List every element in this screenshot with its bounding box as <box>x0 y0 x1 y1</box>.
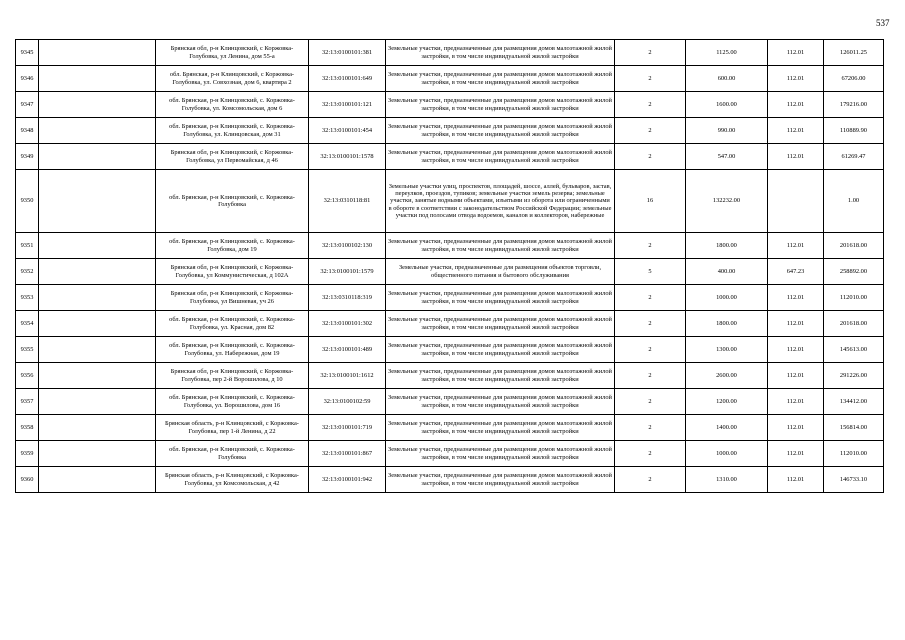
land-use-cell: Земельные участки, предназначенные для размещения домов малоэтажной жилой застройки, в том числе индивидуальной жилой застройки <box>386 118 615 144</box>
cadastral-value-cell: 179216.00 <box>824 92 884 118</box>
table-row <box>16 92 884 118</box>
table-row <box>16 118 884 144</box>
address-cell: обл. Брянская, р-н Клинцовский, с. Коржовка-Голубовка <box>156 441 309 467</box>
cadastral-number-cell: 32:13:0100101:454 <box>309 118 386 144</box>
table-row <box>16 363 884 389</box>
cadastral-value-cell: 126011.25 <box>824 40 884 66</box>
address-cell: Брянская обл, р-н Клинцовский, с Коржовка-Голубовка, ул Первомайская, д 46 <box>156 144 309 170</box>
cadastral-value-cell: 134412.00 <box>824 389 884 415</box>
row-number-cell: 9347 <box>16 92 39 118</box>
area-cell: 132232.00 <box>686 170 768 233</box>
use-category-cell: 2 <box>615 40 686 66</box>
address-cell: Брянская обл, р-н Клинцовский, с Коржовка-Голубовка, ул Ленина, дом 55-а <box>156 40 309 66</box>
rate-cell <box>768 170 824 233</box>
row-number-cell: 9354 <box>16 311 39 337</box>
row-number-cell: 9345 <box>16 40 39 66</box>
empty-cell <box>39 66 156 92</box>
address-cell: обл. Брянская, р-н Клинцовский, с. Коржовка-Голубовка, ул. Клинцовская, дом 31 <box>156 118 309 144</box>
use-category-cell: 2 <box>615 285 686 311</box>
page-number: 537 <box>876 18 890 28</box>
empty-cell <box>39 363 156 389</box>
cadastral-number-cell: 32:13:0100101:121 <box>309 92 386 118</box>
table-row <box>16 389 884 415</box>
cadastral-number-cell: 32:13:0100101:1612 <box>309 363 386 389</box>
land-use-cell: Земельные участки, предназначенные для размещения домов малоэтажной жилой застройки, в том числе индивидуальной жилой застройки <box>386 144 615 170</box>
use-category-cell: 2 <box>615 311 686 337</box>
rate-cell: 112.01 <box>768 92 824 118</box>
address-cell: Брянская область, р-н Клинцовский, с Коржовка-Голубовка, ул Комсомольская, д 42 <box>156 467 309 493</box>
table-row <box>16 285 884 311</box>
rate-cell: 112.01 <box>768 415 824 441</box>
area-cell: 1310.00 <box>686 467 768 493</box>
use-category-cell: 2 <box>615 337 686 363</box>
area-cell: 2600.00 <box>686 363 768 389</box>
empty-cell <box>39 40 156 66</box>
rate-cell: 112.01 <box>768 144 824 170</box>
use-category-cell: 2 <box>615 92 686 118</box>
rate-cell: 112.01 <box>768 66 824 92</box>
cadastral-number-cell: 32:13:0100101:381 <box>309 40 386 66</box>
table-body <box>16 40 884 493</box>
table-row <box>16 415 884 441</box>
empty-cell <box>39 170 156 233</box>
row-number-cell: 9349 <box>16 144 39 170</box>
table-row <box>16 467 884 493</box>
row-number-cell: 9350 <box>16 170 39 233</box>
address-cell: Брянская обл, р-н Клинцовский, с Коржовка-Голубовка, пер 2-й Ворошилова, д 10 <box>156 363 309 389</box>
cadastral-number-cell: 32:13:0100101:719 <box>309 415 386 441</box>
cadastral-value-cell: 146733.10 <box>824 467 884 493</box>
rate-cell: 112.01 <box>768 311 824 337</box>
area-cell: 1800.00 <box>686 233 768 259</box>
use-category-cell: 2 <box>615 233 686 259</box>
rate-cell: 112.01 <box>768 40 824 66</box>
use-category-cell: 2 <box>615 389 686 415</box>
cadastral-value-cell: 156814.00 <box>824 415 884 441</box>
land-use-cell: Земельные участки, предназначенные для размещения домов малоэтажной жилой застройки, в том числе индивидуальной жилой застройки <box>386 467 615 493</box>
address-cell: обл. Брянская, р-н Клинцовский, с. Коржовка-Голубовка <box>156 170 309 233</box>
table-row <box>16 337 884 363</box>
area-cell: 1200.00 <box>686 389 768 415</box>
land-use-cell: Земельные участки, предназначенные для размещения домов малоэтажной жилой застройки, в том числе индивидуальной жилой застройки <box>386 285 615 311</box>
address-cell: Брянская обл, р-н Клинцовский, с Коржовка-Голубовка, ул Коммунистическая, д 102А <box>156 259 309 285</box>
cadastral-value-cell: 67206.00 <box>824 66 884 92</box>
cadastral-number-cell: 32:13:0100101:1578 <box>309 144 386 170</box>
land-use-cell: Земельные участки, предназначенные для размещения домов малоэтажной жилой застройки, в том числе индивидуальной жилой застройки <box>386 389 615 415</box>
cadastral-value-cell: 1.00 <box>824 170 884 233</box>
land-use-cell: Земельные участки, предназначенные для размещения домов малоэтажной жилой застройки, в том числе индивидуальной жилой застройки <box>386 311 615 337</box>
cadastral-number-cell: 32:13:0100101:1579 <box>309 259 386 285</box>
land-use-cell: Земельные участки, предназначенные для размещения домов малоэтажной жилой застройки, в том числе индивидуальной жилой застройки <box>386 233 615 259</box>
land-use-cell: Земельные участки, предназначенные для размещения домов малоэтажной жилой застройки, в том числе индивидуальной жилой застройки <box>386 40 615 66</box>
use-category-cell: 2 <box>615 363 686 389</box>
cadastral-value-cell: 201618.00 <box>824 233 884 259</box>
land-use-cell: Земельные участки, предназначенные для размещения объектов торговли, общественного питания и бытового обслуживания <box>386 259 615 285</box>
table-row <box>16 40 884 66</box>
land-use-cell: Земельные участки, предназначенные для размещения домов малоэтажной жилой застройки, в том числе индивидуальной жилой застройки <box>386 415 615 441</box>
address-cell: обл. Брянская, р-н Клинцовский, с. Коржовка-Голубовка, ул. Комсомольская, дом 6 <box>156 92 309 118</box>
row-number-cell: 9356 <box>16 363 39 389</box>
use-category-cell: 5 <box>615 259 686 285</box>
row-number-cell: 9359 <box>16 441 39 467</box>
empty-cell <box>39 311 156 337</box>
use-category-cell: 2 <box>615 118 686 144</box>
table-row <box>16 144 884 170</box>
area-cell: 990.00 <box>686 118 768 144</box>
address-cell: обл. Брянская, р-н Клинцовский, с. Коржовка-Голубовка, ул. Набережная, дом 19 <box>156 337 309 363</box>
area-cell: 1000.00 <box>686 441 768 467</box>
land-use-cell: Земельные участки, предназначенные для размещения домов малоэтажной жилой застройки, в том числе индивидуальной жилой застройки <box>386 337 615 363</box>
address-cell: обл. Брянская, р-н Клинцовский, с. Коржовка-Голубовка, ул. Красная, дом 82 <box>156 311 309 337</box>
rate-cell: 112.01 <box>768 233 824 259</box>
cadastral-number-cell: 32:13:0100101:302 <box>309 311 386 337</box>
row-number-cell: 9358 <box>16 415 39 441</box>
table-row <box>16 66 884 92</box>
cadastral-number-cell: 32:13:0100101:867 <box>309 441 386 467</box>
cadastral-value-cell: 291226.00 <box>824 363 884 389</box>
area-cell: 1800.00 <box>686 311 768 337</box>
address-cell: Брянская обл, р-н Клинцовский, с Коржовка-Голубовка, ул Вишневая, уч 26 <box>156 285 309 311</box>
land-use-cell: Земельные участки улиц, проспектов, площадей, шоссе, аллей, бульваров, застав, переулков, проездов, тупиков; земельные участки земель резерва; земельные участки, занятые водными объектами, изъятыми из оборота или ограниченными в обороте в соответствии с законодательством Российской Федерации; земельные участки под полосами отвода водоемов, каналов и коллекторов, набережные <box>386 170 615 233</box>
row-number-cell: 9346 <box>16 66 39 92</box>
cadastral-value-cell: 112010.00 <box>824 285 884 311</box>
rate-cell: 112.01 <box>768 337 824 363</box>
use-category-cell: 2 <box>615 66 686 92</box>
rate-cell: 647.23 <box>768 259 824 285</box>
use-category-cell: 2 <box>615 415 686 441</box>
address-cell: Брянская область, р-н Клинцовский, с Коржовка-Голубовка, пер 1-й Ленина, д 22 <box>156 415 309 441</box>
row-number-cell: 9360 <box>16 467 39 493</box>
area-cell: 547.00 <box>686 144 768 170</box>
use-category-cell: 16 <box>615 170 686 233</box>
use-category-cell: 2 <box>615 467 686 493</box>
table-row <box>16 311 884 337</box>
cadastral-number-cell: 32:13:0310118:319 <box>309 285 386 311</box>
row-number-cell: 9352 <box>16 259 39 285</box>
land-use-cell: Земельные участки, предназначенные для размещения домов малоэтажной жилой застройки, в том числе индивидуальной жилой застройки <box>386 66 615 92</box>
address-cell: обл. Брянская, р-н Клинцовский, с Коржовка-Голубовка, ул. Совхозная, дом 6, квартира 2 <box>156 66 309 92</box>
table-row <box>16 441 884 467</box>
rate-cell: 112.01 <box>768 363 824 389</box>
table-row <box>16 170 884 233</box>
empty-cell <box>39 144 156 170</box>
rate-cell: 112.01 <box>768 118 824 144</box>
empty-cell <box>39 285 156 311</box>
cadastral-value-cell: 145613.00 <box>824 337 884 363</box>
cadastral-number-cell: 32:13:0100102:130 <box>309 233 386 259</box>
land-use-cell: Земельные участки, предназначенные для размещения домов малоэтажной жилой застройки, в том числе индивидуальной жилой застройки <box>386 441 615 467</box>
row-number-cell: 9355 <box>16 337 39 363</box>
table-row <box>16 259 884 285</box>
empty-cell <box>39 118 156 144</box>
use-category-cell: 2 <box>615 144 686 170</box>
area-cell: 600.00 <box>686 66 768 92</box>
rate-cell: 112.01 <box>768 467 824 493</box>
area-cell: 1400.00 <box>686 415 768 441</box>
empty-cell <box>39 441 156 467</box>
row-number-cell: 9357 <box>16 389 39 415</box>
cadastral-value-cell: 110889.90 <box>824 118 884 144</box>
address-cell: обл. Брянская, р-н Клинцовский, с. Коржовка-Голубовка, дом 19 <box>156 233 309 259</box>
empty-cell <box>39 337 156 363</box>
area-cell: 1000.00 <box>686 285 768 311</box>
land-registry-table <box>15 39 884 493</box>
use-category-cell: 2 <box>615 441 686 467</box>
land-use-cell: Земельные участки, предназначенные для размещения домов малоэтажной жилой застройки, в том числе индивидуальной жилой застройки <box>386 92 615 118</box>
cadastral-number-cell: 32:13:0100101:649 <box>309 66 386 92</box>
area-cell: 400.00 <box>686 259 768 285</box>
rate-cell: 112.01 <box>768 389 824 415</box>
cadastral-number-cell: 32:13:0100101:489 <box>309 337 386 363</box>
empty-cell <box>39 415 156 441</box>
land-use-cell: Земельные участки, предназначенные для размещения домов малоэтажной жилой застройки, в том числе индивидуальной жилой застройки <box>386 363 615 389</box>
empty-cell <box>39 467 156 493</box>
empty-cell <box>39 389 156 415</box>
empty-cell <box>39 92 156 118</box>
cadastral-number-cell: 32:13:0100102:59 <box>309 389 386 415</box>
cadastral-value-cell: 201618.00 <box>824 311 884 337</box>
cadastral-value-cell: 61269.47 <box>824 144 884 170</box>
cadastral-value-cell: 112010.00 <box>824 441 884 467</box>
empty-cell <box>39 233 156 259</box>
address-cell: обл. Брянская, р-н Клинцовский, с. Коржовка-Голубовка, ул. Ворошилова, дом 16 <box>156 389 309 415</box>
row-number-cell: 9348 <box>16 118 39 144</box>
rate-cell: 112.01 <box>768 441 824 467</box>
cadastral-number-cell: 32:13:0310118:81 <box>309 170 386 233</box>
area-cell: 1600.00 <box>686 92 768 118</box>
area-cell: 1125.00 <box>686 40 768 66</box>
rate-cell: 112.01 <box>768 285 824 311</box>
empty-cell <box>39 259 156 285</box>
table-row <box>16 233 884 259</box>
row-number-cell: 9353 <box>16 285 39 311</box>
cadastral-value-cell: 258892.00 <box>824 259 884 285</box>
area-cell: 1300.00 <box>686 337 768 363</box>
row-number-cell: 9351 <box>16 233 39 259</box>
cadastral-number-cell: 32:13:0100101:942 <box>309 467 386 493</box>
